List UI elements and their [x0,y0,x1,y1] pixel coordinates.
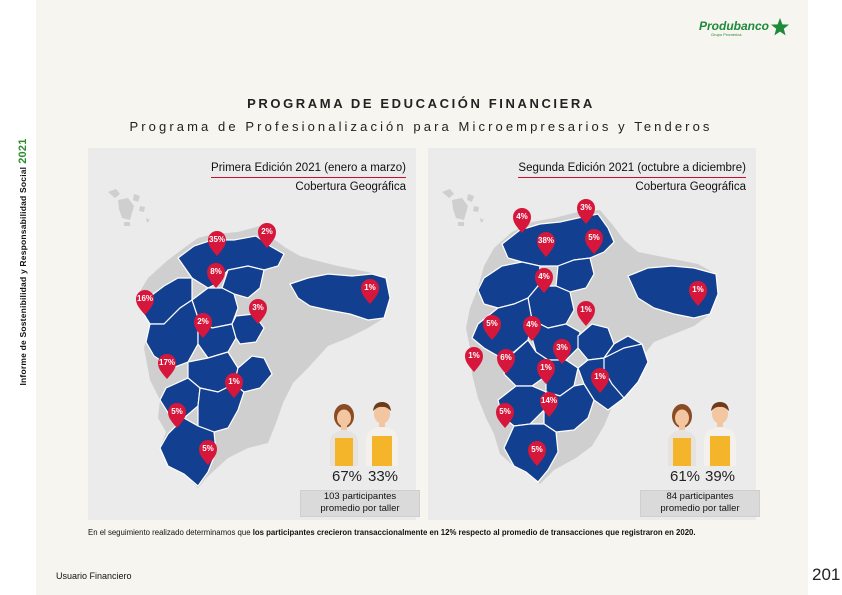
participants-unit: promedio por taller [660,502,740,514]
pin-label: 3% [580,203,592,212]
pin-label: 5% [171,407,183,416]
pin-label: 1% [692,285,704,294]
footnote-text: En el seguimiento realizado determinamos que [88,528,253,537]
female-percentage: 61% [670,468,701,485]
pin-label: 5% [531,445,543,454]
pin-label: 5% [486,319,498,328]
pin-label: 1% [580,305,592,314]
sidebar-year: 2021 [17,138,29,164]
edition-panel-first [88,148,416,520]
pin-label: 1% [228,377,240,386]
pin-label: 16% [136,294,154,303]
edition-title: Segunda Edición 2021 (octubre a diciembre) [518,162,746,178]
pin-label: 14% [540,396,558,405]
pin-label: 3% [556,343,568,352]
edition-subtitle: Cobertura Geográfica [295,181,406,193]
pin-label: 38% [537,236,555,245]
woman-icon [668,404,696,466]
participants-box [300,490,420,517]
participants-illustration [326,400,406,466]
participants-count: 103 participantes [323,491,397,502]
edition-title: Primera Edición 2021 (enero a marzo) [211,162,406,178]
logo-name: Produbanco [699,19,770,33]
pin-label: 6% [500,353,512,362]
female-percentage: 67% [332,468,363,485]
pin-label: 5% [202,444,214,453]
participants-count: 84 participantes [666,491,734,502]
page-number: 201 [812,565,841,584]
pin-label: 2% [261,227,273,236]
pin-label: 5% [588,233,600,242]
footnote [88,528,696,537]
galapagos-islands [108,189,150,226]
pin-label: 5% [499,407,511,416]
pin-label: 4% [526,320,538,329]
star-icon [770,17,790,37]
page-subtitle: Programa de Profesionalización para Microempresarios y Tenderos [129,119,713,134]
participants-unit: promedio por taller [320,502,400,514]
right-strip [808,0,842,595]
logo-tagline: Grupo Promerica [711,32,742,37]
footer-section: Usuario Financiero [56,571,132,581]
woman-icon [330,404,358,466]
edition-subtitle: Cobertura Geográfica [635,181,746,193]
pin-label: 1% [468,351,480,360]
man-icon [366,402,398,466]
sidebar-report-title: Informe de Sostenibilidad y Responsabilidad Social2021 [17,138,29,386]
pin-label: 1% [540,363,552,372]
pin-label: 4% [516,212,528,221]
page-title: PROGRAMA DE EDUCACIÓN FINANCIERA [247,96,595,111]
participants-illustration [664,400,744,466]
pin-label: 8% [210,267,222,276]
pin-label: 17% [158,358,176,367]
galapagos-islands [442,189,484,226]
pin-label: 1% [364,283,376,292]
edition-panel-second [428,148,756,520]
pin-label: 4% [538,272,550,281]
male-percentage: 39% [705,468,736,485]
male-percentage: 33% [368,468,399,485]
pin-label: 1% [594,372,606,381]
pin-label: 3% [252,303,264,312]
pin-label: 35% [208,235,226,244]
footnote-highlight: los participantes crecieron transaccionalmente en 12% respecto al promedio de transacciones que registraron en 2020. [252,528,696,537]
participants-box [640,490,760,517]
man-icon [704,402,736,466]
pin-label: 2% [197,317,209,326]
produbanco-logo [699,20,790,37]
